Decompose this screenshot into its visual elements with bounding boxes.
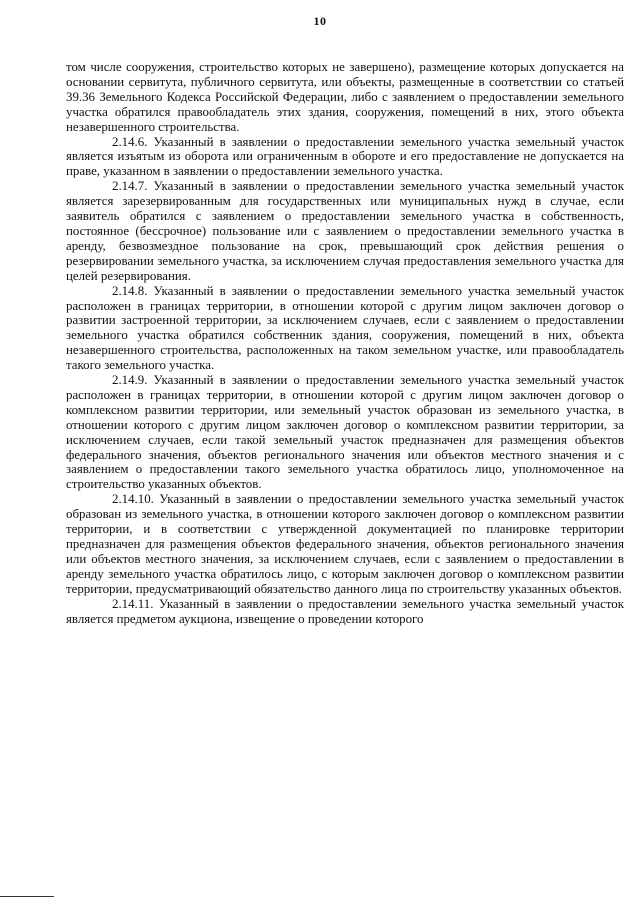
document-body <box>66 60 624 626</box>
footnote-divider <box>0 896 54 897</box>
paragraph-2-14-8: 2.14.8. Указанный в заявлении о предоставлении земельного участка земельный участок расположен в границах территории, в отношении которой с другим лицом заключен договор о развитии застроенной территории, за исключением случаев, если с заявлением о предоставлении земельного участка обратился собственник здания, сооружения, помещений в них, объекта незавершенного строительства, расположенных на таком земельном участке, или правообладатель такого земельного участка. <box>66 283 624 373</box>
paragraph-2-14-9: 2.14.9. Указанный в заявлении о предоставлении земельного участка земельный участок расположен в границах территории, в отношении которой с другим лицом заключен договор о комплексном развитии территории, или земельный участок образован из земельного участка, в отношении которого с другим лицом заключен договор о комплексном развитии территории, за исключением случаев, если такой земельный участок предназначен для размещения объектов федерального значения, объектов регионального значения или объектов местного значения и с заявлением о предоставлении такого земельного участка обратилось лицо, уполномоченное на строительство указанных объектов. <box>66 373 624 492</box>
paragraph-2-14-7: 2.14.7. Указанный в заявлении о предоставлении земельного участка земельный участок является зарезервированным для государственных или муниципальных нужд в случае, если заявитель обратился с заявлением о предоставлении земельного участка в собственность, постоянное (бессрочное) пользование или с заявлением о предоставлении земельного участка в аренду, безвозмездное пользование на срок, превышающий срок действия решения о резервировании земельного участка, за исключением случая предоставления земельного участка для целей резервирования. <box>66 179 624 283</box>
page-number: 10 <box>313 14 327 28</box>
paragraph-2-14-11: 2.14.11. Указанный в заявлении о предоставлении земельного участка земельный участок является предметом аукциона, извещение о проведении которого <box>66 596 624 626</box>
paragraph-2-14-10: 2.14.10. Указанный в заявлении о предоставлении земельного участка земельный участок образован из земельного участка, в отношении которого заключен договор о комплексном развитии территории, и в соответствии с утвержденной документацией по планировке территории предназначен для размещения объектов федерального значения, объектов регионального значения или объектов местного значения, за исключением случаев, если с заявлением о предоставлении в аренду земельного участка обратилось лицо, с которым заключен договор о комплексном развитии территории, предусматривающий обязательство данного лица по строительству указанных объектов. <box>66 492 624 596</box>
paragraph-continuation: том числе сооружения, строительство которых не завершено), размещение которых допускается на основании сервитута, публичного сервитута, или объекты, размещенные в соответствии со статьей 39.36 Земельного Кодекса Российской Федерации, либо с заявлением о предоставлении земельного участка обратился правообладатель этих здания, сооружения, помещений в них, этого объекта незавершенного строительства. <box>66 60 624 134</box>
paragraph-2-14-6: 2.14.6. Указанный в заявлении о предоставлении земельного участка земельный участок является изъятым из оборота или ограниченным в обороте и его предоставление не допускается на праве, указанном в заявлении о предоставлении земельного участка. <box>66 134 624 179</box>
